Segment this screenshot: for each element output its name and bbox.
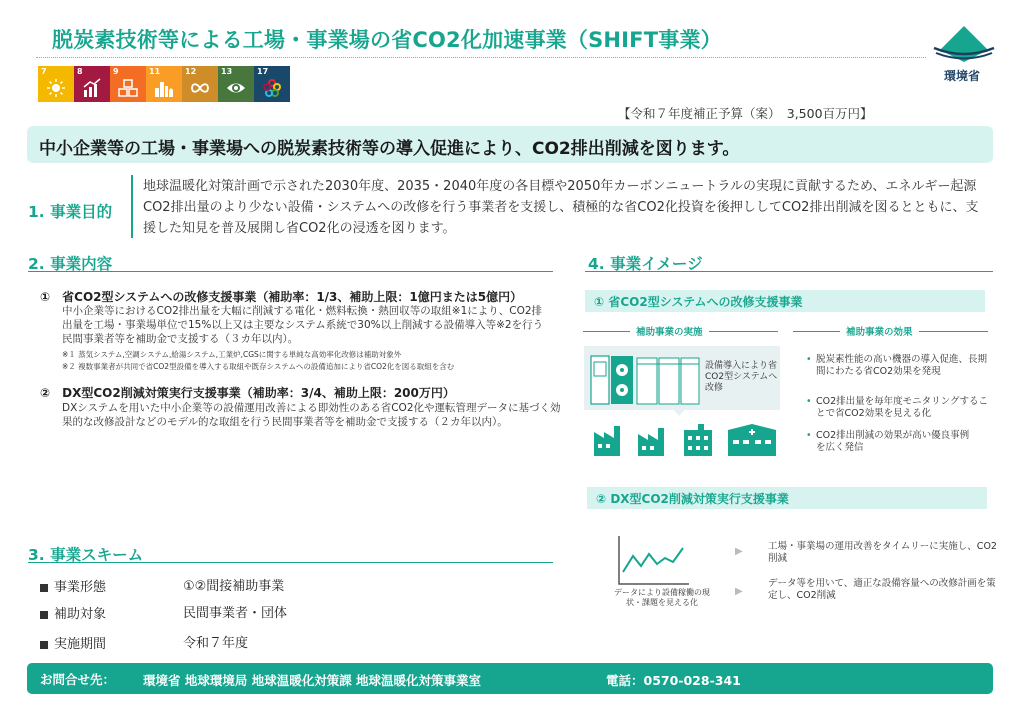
sdg-8-icon: 8 <box>74 66 110 102</box>
impl-label: 補助事業の実施 <box>630 324 709 338</box>
graph-caption: データにより設備稼働の現状・課題を見える化 <box>614 588 710 607</box>
purpose-text: 地球温暖化対策計画で示された2030年度、2035・2040年度の各目標や2050年カーボンニュートラルの実現に貢献するため、エネルギー起源CO2排出量のより少ない設備・システムへの改修を行う事業者を支援し、積極的な省CO2化投資を後押ししてCO2排出削減を図るとともに、支援した知見を普及展開し省CO2化の浸透を図ります。 <box>143 179 979 236</box>
effect-bullet-3: • CO2排出削減の効果が高い優良事例を広く発信 <box>806 430 970 453</box>
content-item1-title: ① 省CO2型システムへの改修支援事業（補助率：1/3、補助上限：1億円または5億円） <box>40 290 523 304</box>
dx-point-1: 工場・事業場の運用改善をタイムリーに実施し、CO2削減 <box>768 541 997 564</box>
effect-label: 補助事業の効果 <box>840 324 919 338</box>
content-item2-body: DXシステムを用いた中小企業等の設備運用改善による即効性のある省CO2化や運転管理データに基づく効果的な改修設計などのモデル的な取組を行う民間事業者等を補助金で支援する（２カ年以内）。 <box>62 402 561 428</box>
sdg-icons <box>38 66 290 102</box>
image-heading-rule <box>585 271 993 272</box>
image-sub1-title: ① 省CO2型システムへの改修支援事業 <box>594 295 803 309</box>
dx-point-2: データ等を用いて、適正な設備容量への改修計画を策定し、CO2削減 <box>768 578 996 601</box>
scheme-row-target: 補助対象 <box>40 603 106 622</box>
scheme-value-period: 令和７年度 <box>183 636 249 651</box>
sdg-13-icon: 13 <box>218 66 254 102</box>
contact-label: お問合せ先： <box>40 672 116 687</box>
content-item2-title: ② DX型CO2削減対策実行支援事業（補助率：3/4、補助上限：200万円） <box>40 386 455 400</box>
line-graph-icon <box>617 534 691 586</box>
budget-label: 【令和７年度補正予算（案） 3,500百万円】 <box>618 106 873 121</box>
scheme-value-form: ①②間接補助事業 <box>183 579 285 594</box>
effect-bullet-2: • CO2排出量を毎年度モニタリングすることで省CO2効果を見える化 <box>806 396 988 419</box>
purpose-divider <box>131 175 133 238</box>
content-note1: ※１ 蒸気システム,空調システム,給湯システム,工業炉,CGSに関する単純な高効率化改修は補助対象外 <box>62 350 402 359</box>
buildings-icon <box>592 418 782 456</box>
contact-department: 環境省 地球環境局 地球温暖化対策課 地球温暖化対策事業室 <box>143 673 482 688</box>
down-arrow-icon <box>672 408 686 416</box>
content-note2: ※２ 複数事業者が共同で省CO2型設備を導入する取組や既存システムへの設備追加により省CO2化を図る取組を含む <box>62 362 455 371</box>
section-content-heading: 2. 事業内容 <box>28 255 113 273</box>
sdg-11-icon: 11 <box>146 66 182 102</box>
effect-bullet-1: • 脱炭素性能の高い機器の導入促進、長期間にわたる省CO2効果を発現 <box>806 354 988 377</box>
scheme-row-period: 実施期間 <box>40 633 106 652</box>
dx-arrow-2-icon: ▶ <box>735 586 743 597</box>
sdg-17-icon: 17 <box>254 66 290 102</box>
ministry-name: 環境省 <box>944 69 981 83</box>
sdg-12-icon: 12 <box>182 66 218 102</box>
section-scheme-heading: 3. 事業スキーム <box>28 546 144 564</box>
sdg-7-icon: 7 <box>38 66 74 102</box>
content-item1-body: 中小企業等におけるCO2排出量を大幅に削減する電化・燃料転換・熱回収等の取組※1により、CO2排出量を工場・事業場単位で15%以上又は主要なシステム系統で30%以上削減する設備導入等※2を行う民間事業者等を補助金で支援する（３カ年以内）。 <box>62 305 544 345</box>
section-image-heading: 4. 事業イメージ <box>588 255 703 273</box>
summary-banner-text: 中小企業等の工場・事業場への脱炭素技術等の導入促進により、CO2排出削減を図ります。 <box>39 139 740 159</box>
content-heading-rule <box>28 271 553 272</box>
impl-illustration-text: 設備導入により省CO2型システムへ改修 <box>705 361 778 393</box>
scheme-row-form: 事業形態 <box>40 576 106 595</box>
page-title: 脱炭素技術等による工場・事業場の省CO2化加速事業（SHIFT事業） <box>52 28 722 52</box>
contact-phone: 電話：0570-028-341 <box>606 673 741 688</box>
title-divider <box>36 57 926 58</box>
equipment-icon <box>589 350 701 408</box>
sdg-9-icon: 9 <box>110 66 146 102</box>
dx-arrow-1-icon: ▶ <box>735 546 743 557</box>
scheme-value-target: 民間事業者・団体 <box>183 606 288 621</box>
image-sub2-title: ② DX型CO2削減対策実行支援事業 <box>596 492 789 506</box>
scheme-heading-rule <box>28 562 553 563</box>
section-purpose-heading: 1. 事業目的 <box>28 203 113 221</box>
